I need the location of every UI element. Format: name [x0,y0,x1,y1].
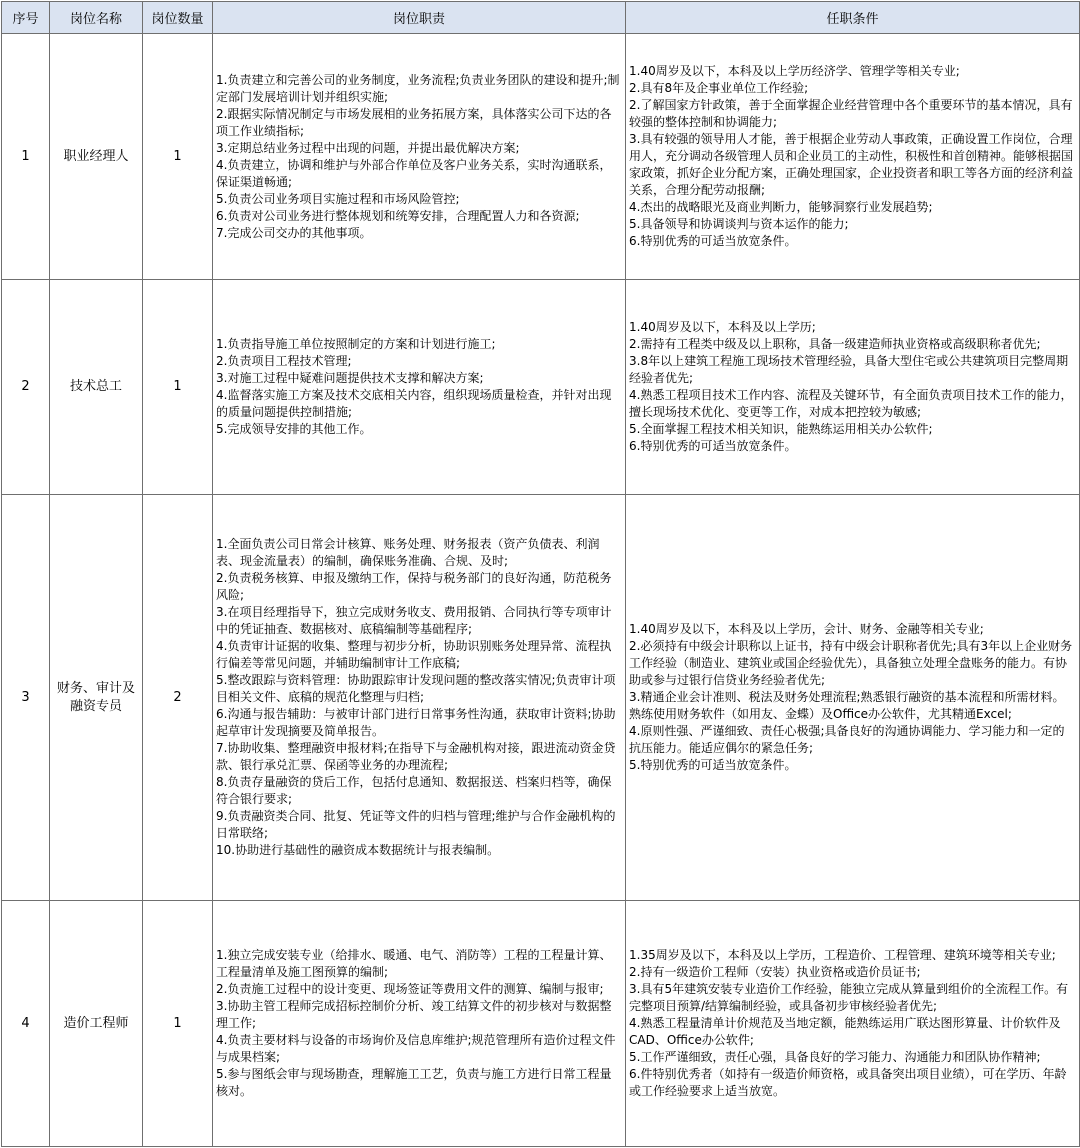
duty-item: 1.全面负责公司日常会计核算、账务处理、财务报表（资产负债表、利润表、现金流量表）的编制，确保账务准确、合规、及时; [216,537,600,568]
duty-item: 3.对施工过程中疑难问题提供技术支撑和解决方案; [216,371,484,385]
row-seq: 4 [2,901,50,1147]
table-row [2,495,1080,901]
duty-item: 4.负责建立，协调和维护与外部合作单位及客户业务关系，实时沟通联系，保证渠道畅通; [216,157,612,189]
requirement-item: 2.持有一级造价工程师（安装）执业资格或造价员证书; [629,965,921,979]
requirement-item: 1.35周岁及以下，本科及以上学历，工程造价、工程管理、建筑环境等相关专业; [629,948,1056,962]
requirement-item: 4.杰出的战略眼光及商业判断力，能够洞察行业发展趋势; [629,200,933,214]
duty-item: 10.协助进行基础性的融资成本数据统计与报表编制。 [216,843,500,857]
requirement-item: 5.具备领导和协调谈判与资本运作的能力; [629,217,849,231]
requirement-item: 6.特别优秀的可适当放宽条件。 [629,439,797,453]
row-position-count: 1 [143,280,213,495]
row-duties [213,34,626,280]
duty-item: 4.监督落实施工方案及技术交底相关内容，组织现场质量检查，并针对出现的质量问题提供控制措施; [216,388,612,419]
row-duties [213,901,626,1147]
row-position-count: 1 [143,901,213,1147]
requirement-item: 2.需持有工程类中级及以上职称，具备一级建造师执业资格或高级职称者优先; [629,337,1041,351]
duty-item: 3.定期总结业务过程中出现的问题，并提出最优解决方案; [216,140,520,155]
row-position-name: 职业经理人 [50,34,143,280]
requirement-item: 5.工作严谨细致，责任心强，具备良好的学习能力、沟通能力和团队协作精神; [629,1050,1041,1064]
row-requirements [626,34,1080,280]
duty-item: 4.负责主要材料与设备的市场询价及信息库维护;规范管理所有造价过程文件与成果档案; [216,1033,616,1064]
duty-item: 6.负责对公司业务进行整体规划和统筹安排，合理配置人力和各资源; [216,208,580,223]
row-requirements [626,280,1080,495]
duty-item: 4.负责审计证据的收集、整理与初步分析，协助识别账务处理异常、流程执行偏差等常见问题，并辅助编制审计工作底稿; [216,639,612,670]
duty-item: 3.在项目经理指导下，独立完成财务收支、费用报销、合同执行等专项审计中的凭证抽查、数据核对、底稿编制等基础程序; [216,605,612,636]
row-seq: 1 [2,34,50,280]
duty-item: 8.负责存量融资的贷后工作，包括付息通知、数据报送、档案归档等，确保符合银行要求; [216,775,612,806]
row-seq: 3 [2,495,50,901]
duty-item: 2.负责施工过程中的设计变更、现场签证等费用文件的测算、编制与报审; [216,982,604,996]
requirement-item: 3.具有5年建筑安装专业造价工作经验，能独立完成从算量到组价的全流程工作。有完整项目预算/结算编制经验，或具备初步审核经验者优先; [629,982,1069,1013]
header-position-name: 岗位名称 [50,2,143,34]
job-positions-table [1,1,1080,1147]
table-row [2,901,1080,1147]
requirement-item: 3.精通企业会计准则、税法及财务处理流程;熟悉银行融资的基本流程和所需材料。熟练使用财务软件（如用友、金蝶）及Office办公软件，尤其精通Excel; [629,690,1065,721]
requirement-item: 2.必须持有中级会计职称以上证书，持有中级会计职称者优先;具有3年以上企业财务工作经验（制造业、建筑业或国企经验优先），具备独立处理全盘账务的能力。有协助或参与过银行信贷业务经验者优先; [629,639,1073,687]
duty-item: 5.参与图纸会审与现场勘查，理解施工工艺，负责与施工方进行日常工程量核对。 [216,1067,612,1098]
duty-item: 1.独立完成安装专业（给排水、暖通、电气、消防等）工程的工程量计算、工程量清单及施工图预算的编制; [216,948,612,979]
row-seq: 2 [2,280,50,495]
header-duties: 岗位职责 [213,2,626,34]
duty-item: 2.负责项目工程技术管理; [216,354,352,368]
table-row [2,280,1080,495]
requirement-item: 3.具有较强的领导用人才能，善于根据企业劳动人事政策，正确设置工作岗位，合理用人，充分调动各级管理人员和企业员工的主动性，积极性和首创精神。能够根据国家政策，抓好企业分配方案，正确处理国家，企业投资者和职工等各方面的经济利益关系，合理分配劳动报酬; [629,132,1074,197]
requirement-item: 1.40周岁及以下，本科及以上学历，会计、财务、金融等相关专业; [629,622,984,636]
duty-item: 7.完成公司交办的其他事项。 [216,225,372,240]
duty-item: 6.沟通与报告辅助：与被审计部门进行日常事务性沟通，获取审计资料;协助起草审计发现摘要及简单报告。 [216,707,616,738]
requirement-item: 4.熟悉工程项目技术工作内容、流程及关键环节，有全面负责项目技术工作的能力，擅长现场技术优化、变更等工作，对成本把控较为敏感; [629,388,1073,419]
row-position-name: 造价工程师 [50,901,143,1147]
row-position-count: 1 [143,34,213,280]
duty-item: 2.负责税务核算、申报及缴纳工作，保持与税务部门的良好沟通，防范税务风险; [216,571,612,602]
requirement-item: 5.特别优秀的可适当放宽条件。 [629,758,797,772]
table-row [2,34,1080,280]
duty-item: 1.负责指导施工单位按照制定的方案和计划进行施工; [216,337,496,351]
requirement-item: 3.8年以上建筑工程施工现场技术管理经验，具备大型住宅或公共建筑项目完整周期经验者优先; [629,354,1069,385]
requirement-item: 6.特别优秀的可适当放宽条件。 [629,234,797,248]
requirement-item: 1.40周岁及以下，本科及以上学历; [629,320,816,334]
requirement-item: 4.原则性强、严谨细致、责任心极强;具备良好的沟通协调能力、学习能力和一定的抗压能力。能适应偶尔的紧急任务; [629,724,1065,755]
row-position-name: 技术总工 [50,280,143,495]
duty-item: 5.完成领导安排的其他工作。 [216,422,372,436]
header-position-count: 岗位数量 [143,2,213,34]
duty-item: 7.协助收集、整理融资申报材料;在指导下与金融机构对接，跟进流动资金贷款、银行承兑汇票、保函等业务的办理流程; [216,741,616,772]
duty-item: 5.负责公司业务项目实施过程和市场风险管控; [216,191,460,206]
row-position-count: 2 [143,495,213,901]
row-duties [213,495,626,901]
requirement-item: 1.40周岁及以下，本科及以上学历经济学、管理学等相关专业; [629,64,960,78]
header-requirements: 任职条件 [626,2,1080,34]
duty-item: 1.负责建立和完善公司的业务制度，业务流程;负责业务团队的建设和提升;制定部门发展培训计划并组织实施; [216,72,620,104]
table-header-row [2,2,1080,34]
requirement-item: 5.全面掌握工程技术相关知识，能熟练运用相关办公软件; [629,422,933,436]
duty-item: 3.协助主管工程师完成招标控制价分析、竣工结算文件的初步核对与数据整理工作; [216,999,612,1030]
requirement-item: 6.件特别优秀者（如持有一级造价师资格，或具备突出项目业绩），可在学历、年龄或工作经验要求上适当放宽。 [629,1067,1067,1098]
row-position-name: 财务、审计及融资专员 [50,495,143,901]
requirement-item: 2.具有8年及企事业单位工作经验; [629,81,809,95]
duty-item: 5.整改跟踪与资料管理：协助跟踪审计发现问题的整改落实情况;负责审计项目相关文件、底稿的规范化整理与归档; [216,673,616,704]
header-seq: 序号 [2,2,50,34]
duty-item: 9.负责融资类合同、批复、凭证等文件的归档与管理;维护与合作金融机构的日常联络; [216,809,616,840]
requirement-item: 2.了解国家方针政策，善于全面掌握企业经营管理中各个重要环节的基本情况，具有较强的整体控制和协调能力; [629,98,1073,129]
duty-item: 2.跟据实际情况制定与市场发展相的业务拓展方案，具体落实公司下达的各项工作业绩指标; [216,106,612,138]
row-requirements [626,495,1080,901]
row-duties [213,280,626,495]
row-requirements [626,901,1080,1147]
requirement-item: 4.熟悉工程量清单计价规范及当地定额，能熟练运用广联达图形算量、计价软件及CAD、Office办公软件; [629,1016,1061,1047]
